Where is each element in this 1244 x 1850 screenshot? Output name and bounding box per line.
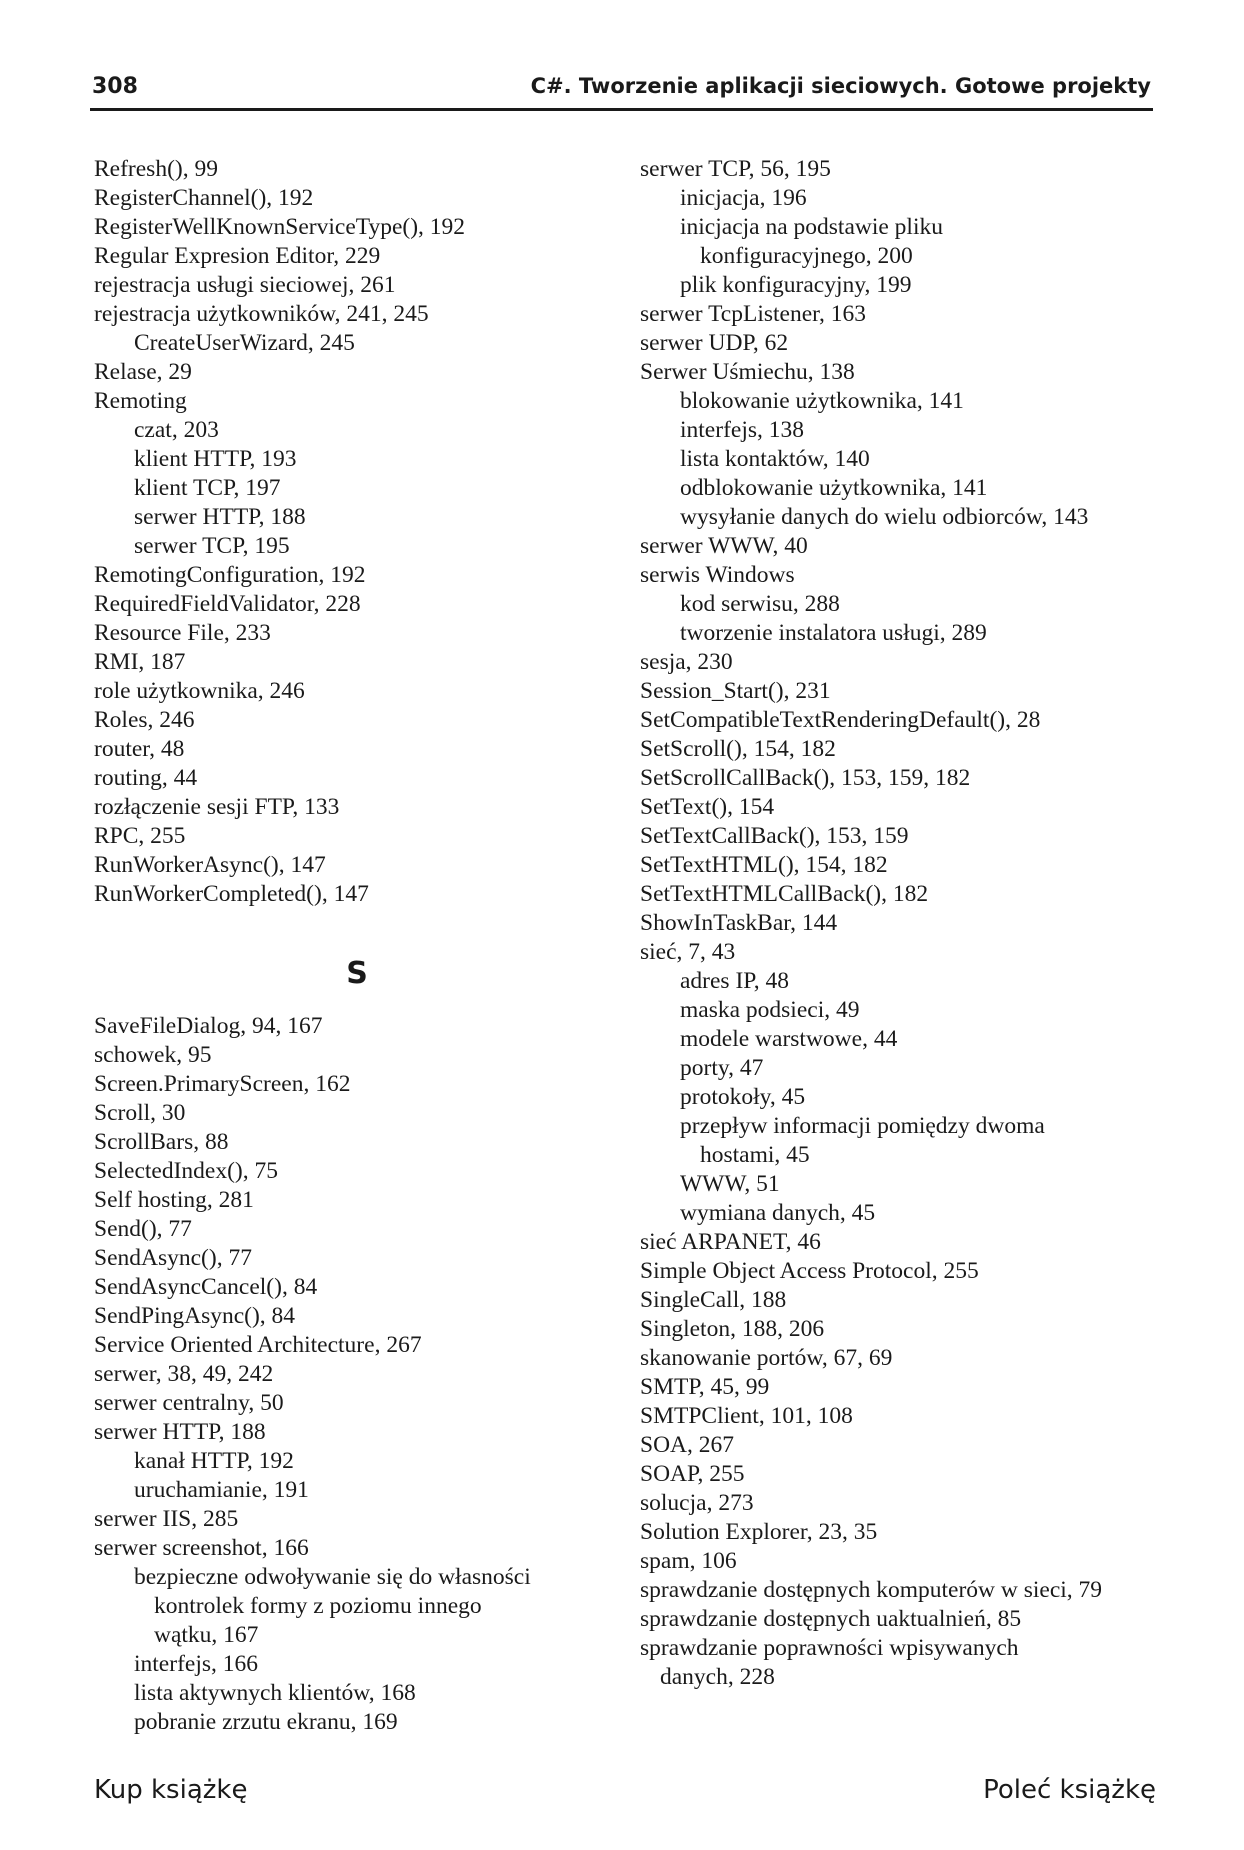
index-entry: SingleCall, 188 <box>640 1287 787 1313</box>
index-subentry: serwer TCP, 195 <box>134 533 290 559</box>
index-entry: SetTextHTMLCallBack(), 182 <box>640 881 929 907</box>
index-entry: SaveFileDialog, 94, 167 <box>94 1013 323 1039</box>
index-subentry: lista kontaktów, 140 <box>680 446 870 472</box>
index-entry: rejestracja usługi sieciowej, 261 <box>94 272 396 298</box>
recommend-book-link[interactable]: Poleć książkę <box>983 1775 1156 1805</box>
index-group-r <box>94 155 594 909</box>
index-entry: SendPingAsync(), 84 <box>94 1303 296 1329</box>
index-subentry: protokoły, 45 <box>680 1084 806 1110</box>
index-subentry: klient TCP, 197 <box>134 475 281 501</box>
index-entry: Scroll, 30 <box>94 1100 186 1126</box>
index-entry: SendAsyncCancel(), 84 <box>94 1274 318 1300</box>
index-entry: serwer UDP, 62 <box>640 330 789 356</box>
index-entry: Simple Object Access Protocol, 255 <box>640 1258 979 1284</box>
index-entry-continuation: danych, 228 <box>660 1664 775 1690</box>
index-entry: sieć ARPANET, 46 <box>640 1229 821 1255</box>
index-entry: sprawdzanie dostępnych uaktualnień, 85 <box>640 1606 1022 1632</box>
index-entry: SetScrollCallBack(), 153, 159, 182 <box>640 765 971 791</box>
index-entry: Relase, 29 <box>94 359 192 385</box>
index-entry: SOA, 267 <box>640 1432 735 1458</box>
index-entry: SetTextHTML(), 154, 182 <box>640 852 888 878</box>
index-entry: role użytkownika, 246 <box>94 678 305 704</box>
index-entry: Roles, 246 <box>94 707 195 733</box>
index-entry: routing, 44 <box>94 765 198 791</box>
index-entry: SelectedIndex(), 75 <box>94 1158 279 1184</box>
index-entry: Regular Expresion Editor, 229 <box>94 243 381 269</box>
index-subentry: interfejs, 166 <box>134 1651 258 1677</box>
index-entry: SMTPClient, 101, 108 <box>640 1403 853 1429</box>
index-entry: Resource File, 233 <box>94 620 271 646</box>
index-entry: serwer TCP, 56, 195 <box>640 156 831 182</box>
index-subentry-continuation: wątku, 167 <box>154 1622 259 1648</box>
index-entry: Session_Start(), 231 <box>640 678 831 704</box>
index-entry: Remoting <box>94 388 187 414</box>
index-entry: SMTP, 45, 99 <box>640 1374 770 1400</box>
index-subentry: wysyłanie danych do wielu odbiorców, 143 <box>680 504 1089 530</box>
index-entry: RPC, 255 <box>94 823 186 849</box>
index-subentry: uruchamianie, 191 <box>134 1477 309 1503</box>
index-subentry-continuation: hostami, 45 <box>700 1142 810 1168</box>
index-entry: schowek, 95 <box>94 1042 212 1068</box>
index-entry: SetText(), 154 <box>640 794 775 820</box>
index-subentry: tworzenie instalatora usługi, 289 <box>680 620 987 646</box>
index-subentry: blokowanie użytkownika, 141 <box>680 388 964 414</box>
index-subentry: adres IP, 48 <box>680 968 789 994</box>
index-entry: Refresh(), 99 <box>94 156 218 182</box>
index-entry: RemotingConfiguration, 192 <box>94 562 366 588</box>
index-entry: spam, 106 <box>640 1548 737 1574</box>
index-entry: ShowInTaskBar, 144 <box>640 910 838 936</box>
index-group-s <box>94 1012 594 1737</box>
index-entry: Send(), 77 <box>94 1216 192 1242</box>
index-entry: RegisterChannel(), 192 <box>94 185 314 211</box>
index-entry: sprawdzanie dostępnych komputerów w sieci, 79 <box>640 1577 1103 1603</box>
index-subentry: modele warstwowe, 44 <box>680 1026 898 1052</box>
index-subentry: CreateUserWizard, 245 <box>134 330 355 356</box>
section-letter-s: S <box>346 956 368 991</box>
index-subentry: WWW, 51 <box>680 1171 780 1197</box>
index-entry: RunWorkerAsync(), 147 <box>94 852 326 878</box>
index-subentry: kod serwisu, 288 <box>680 591 840 617</box>
index-subentry-continuation: konfiguracyjnego, 200 <box>700 243 913 269</box>
index-entry: serwer HTTP, 188 <box>94 1419 266 1445</box>
index-entry: rozłączenie sesji FTP, 133 <box>94 794 340 820</box>
page-number: 308 <box>92 74 138 99</box>
index-entry: SOAP, 255 <box>640 1461 745 1487</box>
index-entry: sieć, 7, 43 <box>640 939 736 965</box>
index-entry: ScrollBars, 88 <box>94 1129 229 1155</box>
index-entry: serwer TcpListener, 163 <box>640 301 867 327</box>
index-group-s-continued <box>640 155 1160 1692</box>
index-entry: SetScroll(), 154, 182 <box>640 736 836 762</box>
index-entry: Self hosting, 281 <box>94 1187 254 1213</box>
index-subentry: kanał HTTP, 192 <box>134 1448 294 1474</box>
index-subentry: plik konfiguracyjny, 199 <box>680 272 912 298</box>
index-entry: sesja, 230 <box>640 649 733 675</box>
index-subentry: odblokowanie użytkownika, 141 <box>680 475 988 501</box>
index-subentry: maska podsieci, 49 <box>680 997 860 1023</box>
index-entry: Service Oriented Architecture, 267 <box>94 1332 422 1358</box>
index-entry: SendAsync(), 77 <box>94 1245 252 1271</box>
index-entry: SetCompatibleTextRenderingDefault(), 28 <box>640 707 1041 733</box>
index-entry: serwer screenshot, 166 <box>94 1535 309 1561</box>
index-subentry: klient HTTP, 193 <box>134 446 297 472</box>
index-entry: RegisterWellKnownServiceType(), 192 <box>94 214 466 240</box>
index-subentry: czat, 203 <box>134 417 219 443</box>
index-subentry: bezpieczne odwoływanie się do własności <box>134 1564 531 1590</box>
page-header <box>90 68 1153 111</box>
index-subentry: porty, 47 <box>680 1055 764 1081</box>
index-entry: serwis Windows <box>640 562 795 588</box>
index-entry: solucja, 273 <box>640 1490 754 1516</box>
index-entry: RunWorkerCompleted(), 147 <box>94 881 369 907</box>
index-entry: RequiredFieldValidator, 228 <box>94 591 361 617</box>
index-column-left <box>94 155 594 1737</box>
index-entry: serwer, 38, 49, 242 <box>94 1361 274 1387</box>
index-subentry: interfejs, 138 <box>680 417 804 443</box>
index-subentry: inicjacja na podstawie pliku <box>680 214 943 240</box>
index-entry: Singleton, 188, 206 <box>640 1316 825 1342</box>
index-entry: Screen.PrimaryScreen, 162 <box>94 1071 351 1097</box>
section-gap <box>94 909 594 954</box>
index-entry: Solution Explorer, 23, 35 <box>640 1519 878 1545</box>
index-entry: SetTextCallBack(), 153, 159 <box>640 823 909 849</box>
index-entry: serwer centralny, 50 <box>94 1390 284 1416</box>
index-subentry: pobranie zrzutu ekranu, 169 <box>134 1709 398 1735</box>
index-entry: sprawdzanie poprawności wpisywanych <box>640 1635 1019 1661</box>
index-subentry: lista aktywnych klientów, 168 <box>134 1680 416 1706</box>
index-column-right <box>640 155 1160 1692</box>
index-entry: RMI, 187 <box>94 649 186 675</box>
index-subentry: wymiana danych, 45 <box>680 1200 876 1226</box>
index-subentry: serwer HTTP, 188 <box>134 504 306 530</box>
index-subentry-continuation: kontrolek formy z poziomu innego <box>154 1593 482 1619</box>
index-entry: skanowanie portów, 67, 69 <box>640 1345 893 1371</box>
running-title: C#. Tworzenie aplikacji sieciowych. Gotowe projekty <box>530 74 1151 98</box>
index-subentry: przepływ informacji pomiędzy dwoma <box>680 1113 1045 1139</box>
index-entry: rejestracja użytkowników, 241, 245 <box>94 301 429 327</box>
buy-book-link[interactable]: Kup książkę <box>94 1775 248 1805</box>
index-entry: serwer IIS, 285 <box>94 1506 239 1532</box>
index-entry: serwer WWW, 40 <box>640 533 808 559</box>
index-entry: Serwer Uśmiechu, 138 <box>640 359 855 385</box>
index-entry: router, 48 <box>94 736 185 762</box>
index-subentry: inicjacja, 196 <box>680 185 807 211</box>
